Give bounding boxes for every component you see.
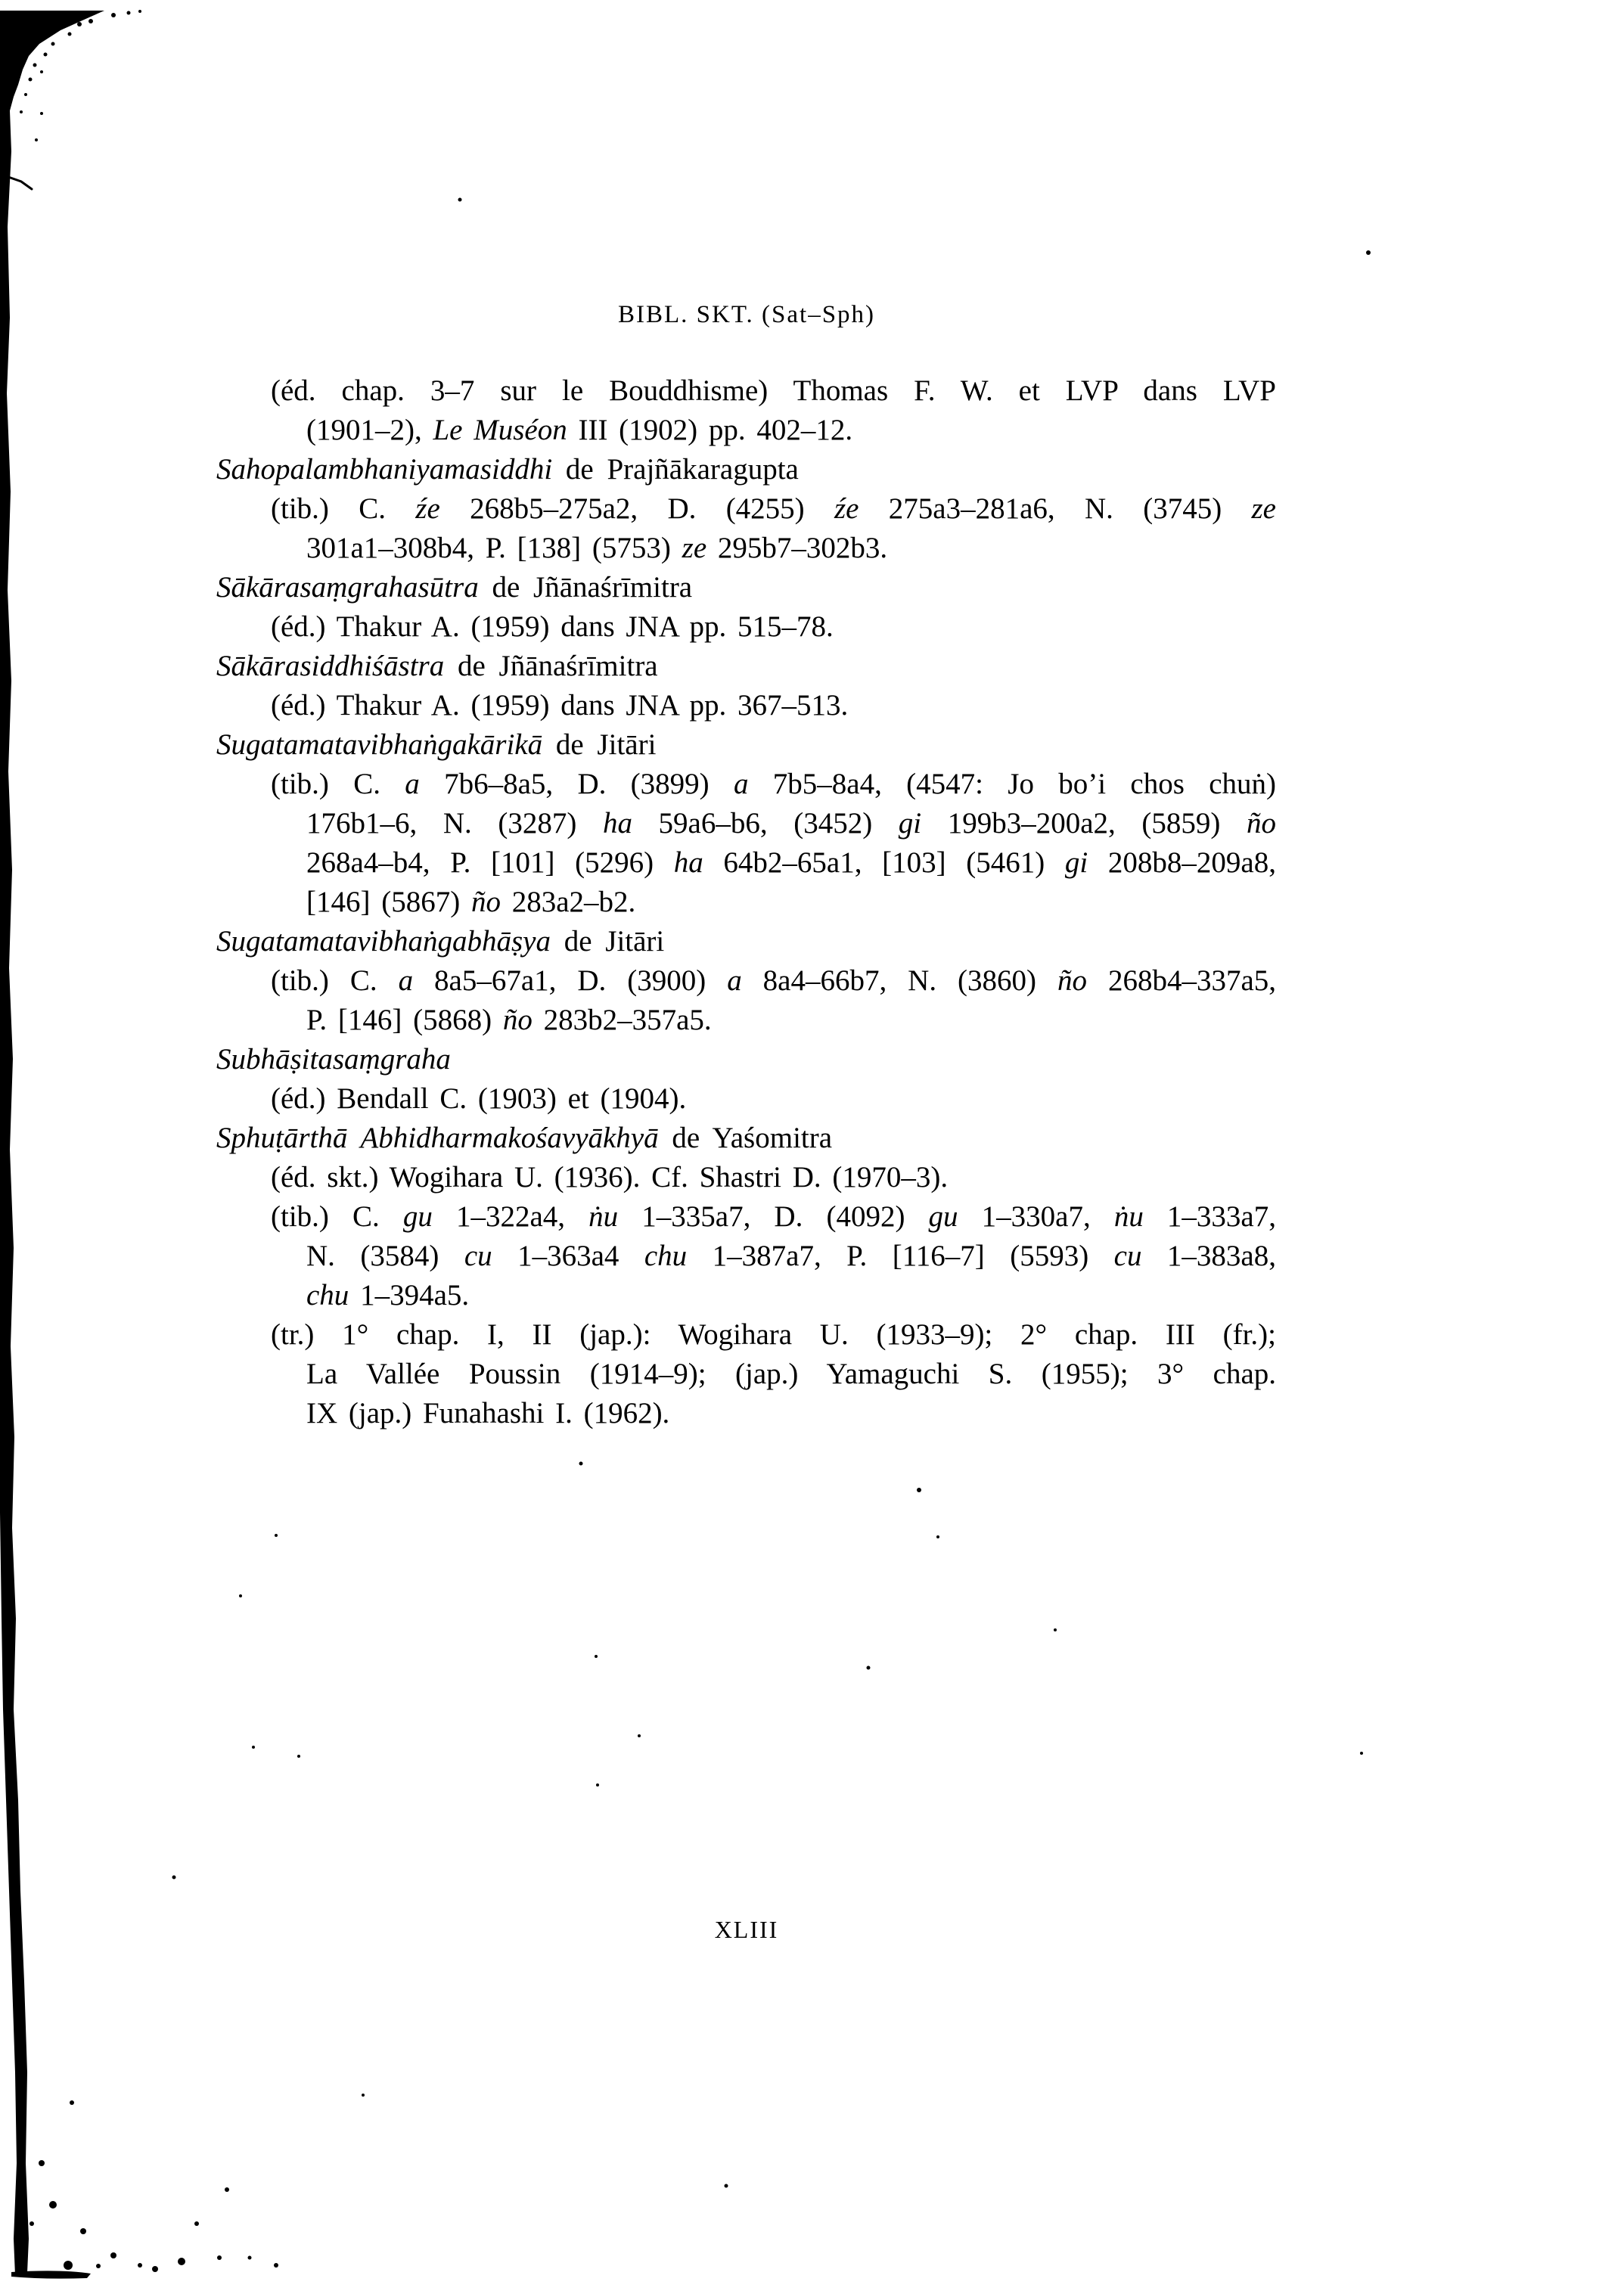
text-line [216, 648, 658, 684]
text-segment: (tr.) 1° chap. I, II (jap.): Wogihara U. (1933–9); 2° chap. III (fr.); [271, 1318, 1276, 1351]
italic-text-segment: Sahopalambhaniyamasiddhi [216, 453, 553, 486]
text-segment: 1–333a7, [1143, 1200, 1276, 1233]
text-segment: de Jñānaśrīmitra [444, 650, 658, 682]
text-segment: 176b1–6, N. (3287) [306, 807, 603, 840]
text-line [306, 1002, 712, 1038]
italic-text-segment: cu [464, 1240, 492, 1272]
text-segment: 295b7–302b3. [706, 532, 888, 564]
text-line [216, 1041, 451, 1078]
text-segment: (tib.) C. [271, 964, 399, 997]
italic-text-segment: chu [644, 1240, 688, 1272]
running-header: BIBL. SKT. (Sat–Sph) [617, 301, 876, 328]
text-line [306, 1238, 1276, 1274]
text-line [306, 806, 1276, 842]
text-segment: (éd.) Thakur A. (1959) dans JNA pp. 515–78. [271, 610, 834, 643]
text-line [216, 452, 799, 488]
text-segment: 7b5–8a4, (4547: Jo bo’i chos chuṅ) [748, 768, 1276, 800]
italic-text-segment: cu [1113, 1240, 1142, 1272]
italic-text-segment: ze [1251, 492, 1276, 525]
italic-text-segment: Sugatamatavibhaṅgabhāṣya [216, 925, 551, 958]
text-segment: 1–394a5. [349, 1279, 470, 1312]
italic-text-segment: Subhāṣitasaṃgraha [216, 1043, 451, 1076]
italic-text-segment: ño [470, 886, 501, 918]
text-segment: (tib.) C. [271, 768, 405, 800]
text-segment: 301a1–308b4, P. [138] (5753) [306, 532, 682, 564]
italic-text-segment: ze [682, 532, 707, 564]
text-line [306, 845, 1276, 881]
text-segment: 59a6–b6, (3452) [632, 807, 899, 840]
text-segment: de Jitāri [550, 925, 665, 958]
italic-text-segment: Sphuṭārthā Abhidharmakośavyākhyā [216, 1122, 659, 1154]
text-segment: [146] (5867) [306, 886, 471, 918]
italic-text-segment: ṅu [588, 1200, 619, 1233]
italic-text-segment: a [727, 964, 742, 997]
text-segment: 268b5–275a2, D. (4255) [439, 492, 834, 525]
text-segment: 1–330a7, [958, 1200, 1114, 1233]
text-segment: (éd.) Thakur A. (1959) dans JNA pp. 367–513. [271, 689, 849, 722]
italic-text-segment: a [405, 768, 420, 800]
text-segment: IX (jap.) Funahashi I. (1962). [306, 1397, 670, 1429]
text-line [271, 373, 1276, 409]
text-segment: 1–387a7, P. [116–7] (5593) [687, 1240, 1114, 1272]
text-line [271, 963, 1276, 999]
italic-text-segment: Le Muséon [433, 414, 567, 446]
italic-text-segment: ha [673, 846, 703, 879]
text-line [306, 412, 852, 449]
text-segment: 1–383a8, [1141, 1240, 1276, 1272]
text-segment: 8a5–67a1, D. (3900) [413, 964, 728, 997]
italic-text-segment: a [398, 964, 414, 997]
page-number: XLIII [714, 1916, 779, 1943]
text-line [271, 609, 834, 645]
text-segment: (tib.) C. [271, 1200, 403, 1233]
text-line [216, 570, 692, 606]
italic-text-segment: źe [415, 492, 440, 525]
text-line [306, 1277, 469, 1314]
text-segment: (tib.) C. [271, 492, 416, 525]
italic-text-segment: gi [898, 807, 922, 840]
italic-text-segment: ha [602, 807, 632, 840]
italic-text-segment: ño [502, 1004, 533, 1036]
italic-text-segment: Sākārasaṃgrahasūtra [216, 571, 479, 604]
text-line [271, 1199, 1276, 1235]
text-segment: N. (3584) [306, 1240, 464, 1272]
italic-text-segment: źe [834, 492, 859, 525]
text-segment: de Jitāri [542, 728, 657, 761]
text-segment: 7b6–8a5, D. (3899) [419, 768, 734, 800]
text-segment: 283a2–b2. [500, 886, 636, 918]
italic-text-segment: ño [1057, 964, 1087, 997]
text-line [271, 1159, 948, 1196]
text-segment: 283b2–357a5. [532, 1004, 712, 1036]
text-segment: (éd. chap. 3–7 sur le Bouddhisme) Thomas F. W. et LVP dans LVP [271, 374, 1276, 407]
text-segment: III (1902) pp. 402–12. [567, 414, 853, 446]
text-segment: 64b2–65a1, [103] (5461) [703, 846, 1065, 879]
text-segment: 268b4–337a5, [1086, 964, 1277, 997]
text-segment: de Prajñākaragupta [552, 453, 799, 486]
text-segment: P. [146] (5868) [306, 1004, 503, 1036]
text-segment: 208b8–209a8, [1088, 846, 1276, 879]
text-segment: 268a4–b4, P. [101] (5296) [306, 846, 674, 879]
text-segment: de Jñānaśrīmitra [478, 571, 693, 604]
italic-text-segment: a [733, 768, 749, 800]
text-segment: 8a4–66b7, N. (3860) [741, 964, 1057, 997]
italic-text-segment: Sākārasiddhiśāstra [216, 650, 445, 682]
italic-text-segment: Sugatamatavibhaṅgakārikā [216, 728, 543, 761]
text-line [271, 766, 1276, 802]
text-segment: (éd. skt.) Wogihara U. (1936). Cf. Shastri D. (1970–3). [271, 1161, 949, 1194]
text-segment: 1–335a7, D. (4092) [618, 1200, 929, 1233]
text-segment: La Vallée Poussin (1914–9); (jap.) Yamaguchi S. (1955); 3° chap. [306, 1358, 1276, 1390]
text-line [271, 688, 848, 724]
text-segment: 1–322a4, [432, 1200, 589, 1233]
italic-text-segment: chu [306, 1279, 349, 1312]
text-line [271, 491, 1276, 527]
text-line [306, 1356, 1276, 1392]
italic-text-segment: gu [928, 1200, 958, 1233]
italic-text-segment: gu [402, 1200, 433, 1233]
text-line [306, 530, 887, 567]
text-line [271, 1081, 686, 1117]
italic-text-segment: ṅu [1113, 1200, 1144, 1233]
text-segment: (1901–2), [306, 414, 433, 446]
text-line [306, 884, 635, 920]
italic-text-segment: gi [1064, 846, 1088, 879]
text-line [216, 727, 656, 763]
text-line [216, 1120, 832, 1156]
text-line [216, 923, 664, 960]
text-segment: 199b3–200a2, (5859) [921, 807, 1247, 840]
italic-text-segment: ño [1246, 807, 1276, 840]
text-segment: 1–363a4 [492, 1240, 644, 1272]
text-segment: de Yaśomitra [658, 1122, 833, 1154]
text-segment: 275a3–281a6, N. (3745) [859, 492, 1252, 525]
text-line [271, 1317, 1276, 1353]
text-segment: (éd.) Bendall C. (1903) et (1904). [271, 1082, 687, 1115]
text-line [306, 1395, 669, 1432]
